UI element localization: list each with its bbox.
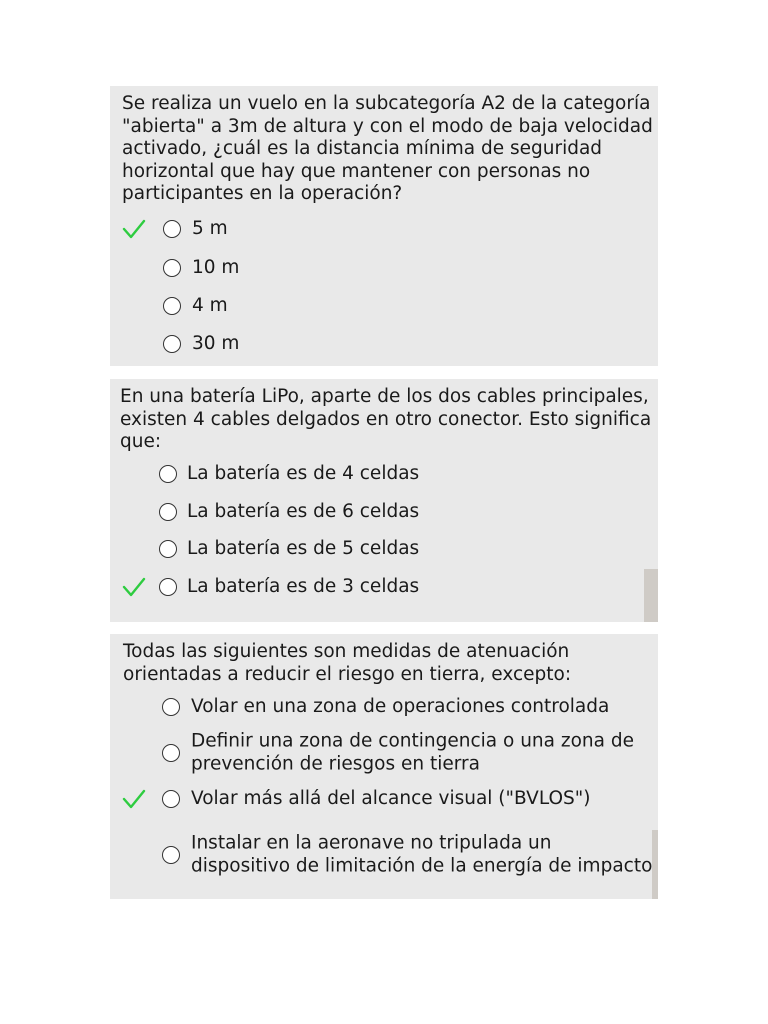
option-label: La batería es de 4 celdas — [187, 462, 420, 484]
option-label: 5 m — [192, 217, 228, 239]
answer-option[interactable] — [110, 731, 658, 775]
answer-option[interactable] — [110, 459, 658, 489]
option-label: La batería es de 5 celdas — [187, 537, 420, 559]
answer-option[interactable] — [110, 784, 658, 814]
option-label: Volar en una zona de operaciones controlada — [191, 695, 610, 717]
question-text: En una batería LiPo, aparte de los dos cables principales, existen 4 cables delgados en otro conector. Esto significa que: — [120, 386, 652, 452]
answer-option[interactable] — [110, 572, 658, 602]
scrollbar-edge — [652, 830, 658, 899]
answer-option[interactable] — [110, 534, 658, 564]
option-label: 10 m — [192, 256, 240, 278]
radio-button[interactable] — [163, 297, 181, 315]
question-card-3 — [110, 634, 658, 899]
question-text: Se realiza un vuelo en la subcategoría A2 de la categoría "abierta" a 3m de altura y con el modo de baja velocidad activado, ¿cuál es la distancia mínima de seguridad horizontal que hay que mantener con personas no participantes en la operación? — [122, 93, 653, 204]
answer-option[interactable] — [110, 214, 658, 244]
answer-option[interactable] — [110, 692, 658, 722]
answer-option[interactable] — [110, 821, 658, 889]
option-label: Definir una zona de contingencia o una zona de prevención de riesgos en tierra — [191, 730, 634, 774]
option-label: 30 m — [192, 332, 240, 354]
radio-button[interactable] — [162, 846, 180, 864]
scrollbar-edge — [644, 569, 658, 622]
question-card-2 — [110, 379, 658, 622]
radio-button[interactable] — [159, 578, 177, 596]
answer-option[interactable] — [110, 497, 658, 527]
answer-option[interactable] — [110, 253, 658, 283]
option-label: Volar más allá del alcance visual ("BVLOS") — [191, 787, 591, 809]
radio-button[interactable] — [162, 698, 180, 716]
question-text: Todas las siguientes son medidas de atenuación orientadas a reducir el riesgo en tierra, excepto: — [123, 641, 572, 685]
radio-button[interactable] — [159, 503, 177, 521]
radio-button[interactable] — [162, 744, 180, 762]
answer-option[interactable] — [110, 291, 658, 321]
radio-button[interactable] — [163, 220, 181, 238]
radio-button[interactable] — [159, 540, 177, 558]
option-label: La batería es de 3 celdas — [187, 575, 420, 597]
question-card-1 — [110, 86, 658, 366]
answer-option[interactable] — [110, 329, 658, 359]
radio-button[interactable] — [162, 790, 180, 808]
radio-button[interactable] — [163, 259, 181, 277]
option-label: La batería es de 6 celdas — [187, 500, 420, 522]
radio-button[interactable] — [159, 465, 177, 483]
option-label: 4 m — [192, 294, 228, 316]
checkmark-icon — [122, 575, 146, 599]
option-label: Instalar en la aeronave no tripulada un dispositivo de limitación de la energía de impacto — [191, 832, 653, 876]
checkmark-icon — [122, 787, 146, 811]
radio-button[interactable] — [163, 335, 181, 353]
checkmark-icon — [122, 217, 146, 241]
